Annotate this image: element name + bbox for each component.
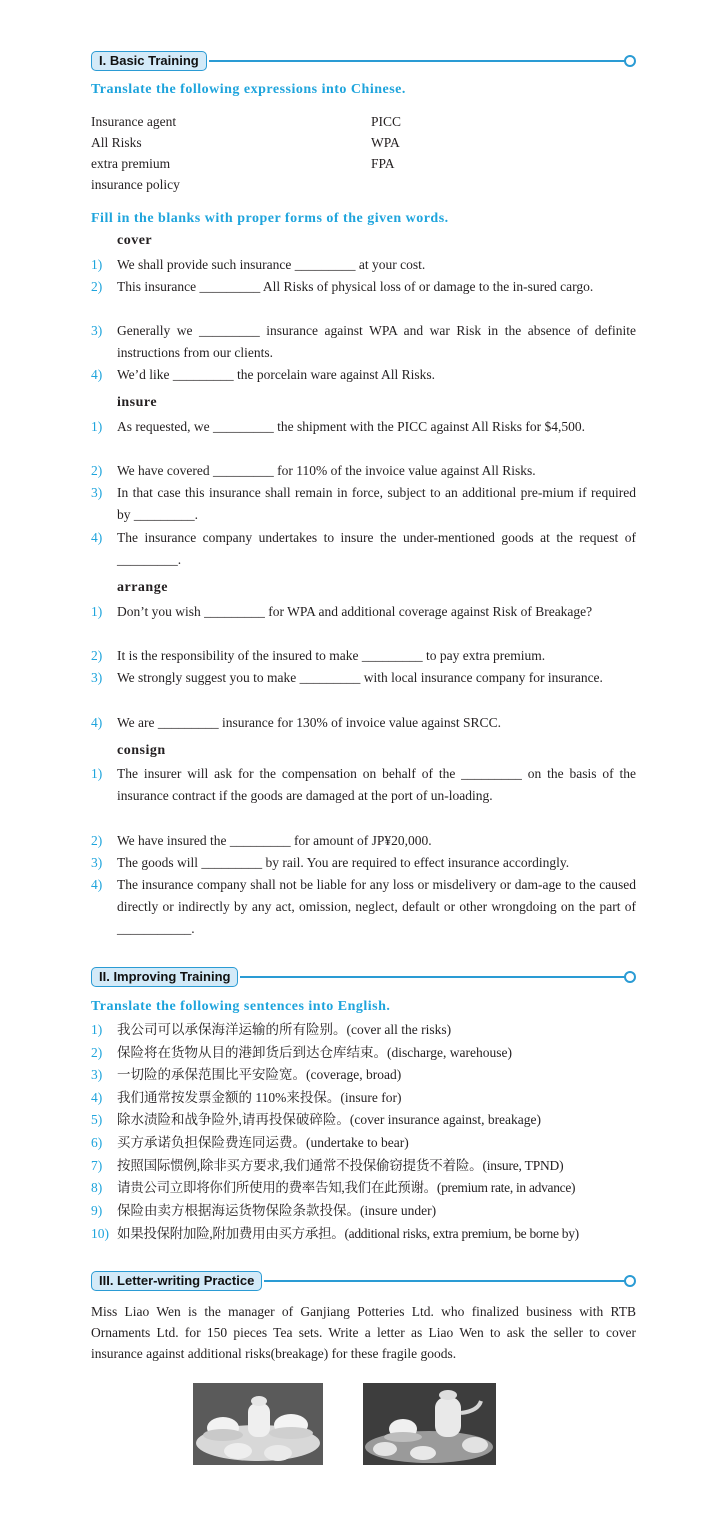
exercise-item xyxy=(91,874,636,940)
translation-item xyxy=(91,1087,636,1109)
exercise-item xyxy=(91,667,636,689)
item-number: 3) xyxy=(91,1067,103,1082)
item-text: This insurance _________ All Risks of physical loss of or damage to the in-sured cargo. xyxy=(117,279,594,294)
vocab-left-2: All Risks xyxy=(91,135,142,150)
item-text: We shall provide such insurance _________ at your cost. xyxy=(117,257,426,272)
item-text: The insurance company undertakes to insure the under-mentioned goods at the request of _________. xyxy=(117,530,636,567)
section-2-header xyxy=(91,966,636,988)
given-word-cover: cover xyxy=(117,233,153,248)
item-number: 2) xyxy=(91,463,103,478)
item-number: 2) xyxy=(91,1045,103,1060)
section-1-rule xyxy=(209,60,626,62)
item-number: 3) xyxy=(91,855,103,870)
translation-item xyxy=(91,1200,636,1222)
exercise-item xyxy=(91,527,636,571)
section-1-title: I. Basic Training xyxy=(91,51,207,71)
item-number: 3) xyxy=(91,670,103,685)
item-text: The insurer will ask for the compensation on behalf of the _________ on the basis of the insurance contract if the goods are damaged at the port of un-loading. xyxy=(117,766,636,803)
section-2-rule xyxy=(240,976,626,978)
letter-writing-task: Miss Liao Wen is the manager of Ganjiang Potteries Ltd. who finalized business with RTB Ornaments Ltd. for 150 pieces Tea sets. Write a letter as Liao Wen to ask the seller to cover insurance against additional risks(breakage) for these fragile goods. xyxy=(91,1304,636,1361)
item-number: 9) xyxy=(91,1203,103,1218)
translation-item xyxy=(91,1155,636,1177)
item-text: 按照国际惯例,除非买方要求,我们通常不投保偷窃提货不着险。(insure, TPND) xyxy=(117,1158,564,1173)
item-text: The goods will _________ by rail. You are required to effect insurance accordingly. xyxy=(117,855,570,870)
item-text: 我们通常按发票金额的 110%来投保。(insure for) xyxy=(117,1090,402,1105)
item-number: 4) xyxy=(91,715,103,730)
item-text: 买方承诺负担保险费连同运费。(undertake to bear) xyxy=(117,1135,409,1150)
item-text: Don’t you wish _________ for WPA and additional coverage against Risk of Breakage? xyxy=(117,604,593,619)
item-text: 保险由卖方根据海运货物保险条款投保。(insure under) xyxy=(117,1203,437,1218)
item-text: We have insured the _________ for amount of JP¥20,000. xyxy=(117,833,432,848)
vocab-left-3: extra premium xyxy=(91,156,171,171)
exercise-item xyxy=(91,645,636,667)
item-text: We have covered _________ for 110% of the invoice value against All Risks. xyxy=(117,463,536,478)
exercise-item xyxy=(91,763,636,807)
exercise-item xyxy=(91,601,636,623)
exercise-item xyxy=(91,364,636,386)
section-3-rule xyxy=(264,1280,626,1282)
exercise-item xyxy=(91,254,636,276)
instruction-translate-expressions: Translate the following expressions into Chinese. xyxy=(91,82,406,97)
item-number: 6) xyxy=(91,1135,103,1150)
exercise-item xyxy=(91,852,636,874)
exercise-item xyxy=(91,830,636,852)
tea-set-photo-1 xyxy=(193,1383,323,1465)
vocab-right-3: FPA xyxy=(371,156,395,171)
item-number: 2) xyxy=(91,279,103,294)
instruction-translate-sentences: Translate the following sentences into English. xyxy=(91,999,391,1014)
item-text: 除水渍险和战争险外,请再投保破碎险。(cover insurance against, breakage) xyxy=(117,1112,542,1127)
item-number: 1) xyxy=(91,766,103,781)
item-number: 3) xyxy=(91,323,103,338)
translation-item xyxy=(91,1132,636,1154)
item-number: 2) xyxy=(91,833,103,848)
item-text: We’d like _________ the porcelain ware against All Risks. xyxy=(117,367,435,382)
exercise-item xyxy=(91,416,636,438)
item-text: The insurance company shall not be liable for any loss or misdelivery or dam-age to the caused directly or indirectly by any act, omission, neglect, default or other wrongdoing on the part of ___________. xyxy=(117,877,636,936)
exercise-item xyxy=(91,712,636,734)
item-number: 5) xyxy=(91,1112,103,1127)
item-text: 保险将在货物从目的港卸货后到达仓库结束。(discharge, warehouse) xyxy=(117,1045,512,1060)
item-text: Generally we _________ insurance against WPA and war Risk in the absence of definite instructions from our clients. xyxy=(117,323,636,360)
section-2-end-dot xyxy=(624,971,636,983)
item-text: 如果投保附加险,附加费用由买方承担。(additional risks, extra premium, be borne by) xyxy=(117,1226,579,1241)
translation-item xyxy=(91,1019,636,1041)
item-text: As requested, we _________ the shipment with the PICC against All Risks for $4,500. xyxy=(117,419,585,434)
section-1-end-dot xyxy=(624,55,636,67)
item-number: 4) xyxy=(91,877,103,892)
translation-item xyxy=(91,1177,636,1199)
section-2-title: II. Improving Training xyxy=(91,967,238,987)
tea-set-photo-2 xyxy=(363,1383,496,1465)
item-text: 请贵公司立即将你们所使用的费率告知,我们在此预谢。(premium rate, in advance) xyxy=(117,1180,576,1195)
given-word-insure: insure xyxy=(117,395,158,410)
section-3-title: III. Letter-writing Practice xyxy=(91,1271,262,1291)
item-number: 7) xyxy=(91,1158,103,1173)
item-text: We strongly suggest you to make _________ with local insurance company for insurance. xyxy=(117,670,603,685)
given-word-arrange: arrange xyxy=(117,580,168,595)
translation-item xyxy=(91,1109,636,1131)
item-number: 1) xyxy=(91,419,103,434)
translation-item xyxy=(91,1064,636,1086)
given-word-consign: consign xyxy=(117,743,166,758)
vocab-left-4: insurance policy xyxy=(91,177,180,192)
item-number: 1) xyxy=(91,604,103,619)
item-number: 3) xyxy=(91,485,103,500)
exercise-item xyxy=(91,460,636,482)
vocab-right-1: PICC xyxy=(371,114,402,129)
item-text: We are _________ insurance for 130% of invoice value against SRCC. xyxy=(117,715,501,730)
section-3-header xyxy=(91,1270,636,1292)
item-number: 4) xyxy=(91,530,103,545)
exercise-item xyxy=(91,276,636,298)
instruction-fill-blanks: Fill in the blanks with proper forms of the given words. xyxy=(91,211,449,226)
item-text: It is the responsibility of the insured to make _________ to pay extra premium. xyxy=(117,648,546,663)
item-number: 4) xyxy=(91,1090,103,1105)
item-number: 2) xyxy=(91,648,103,663)
item-number: 4) xyxy=(91,367,103,382)
section-3-end-dot xyxy=(624,1275,636,1287)
exercise-item xyxy=(91,482,636,526)
translation-item xyxy=(91,1042,636,1064)
translation-item xyxy=(91,1223,636,1245)
vocab-left-1: Insurance agent xyxy=(91,114,177,129)
item-number: 1) xyxy=(91,257,103,272)
item-number: 10) xyxy=(91,1226,109,1241)
item-text: 我公司可以承保海洋运输的所有险别。(cover all the risks) xyxy=(117,1022,452,1037)
item-number: 8) xyxy=(91,1180,103,1195)
item-text: In that case this insurance shall remain in force, subject to an additional pre-mium if required by _________. xyxy=(117,485,636,522)
exercise-item xyxy=(91,320,636,364)
vocab-right-2: WPA xyxy=(371,135,400,150)
item-text: 一切险的承保范围比平安险宽。(coverage, broad) xyxy=(117,1067,402,1082)
section-1-header xyxy=(91,50,636,72)
item-number: 1) xyxy=(91,1022,103,1037)
